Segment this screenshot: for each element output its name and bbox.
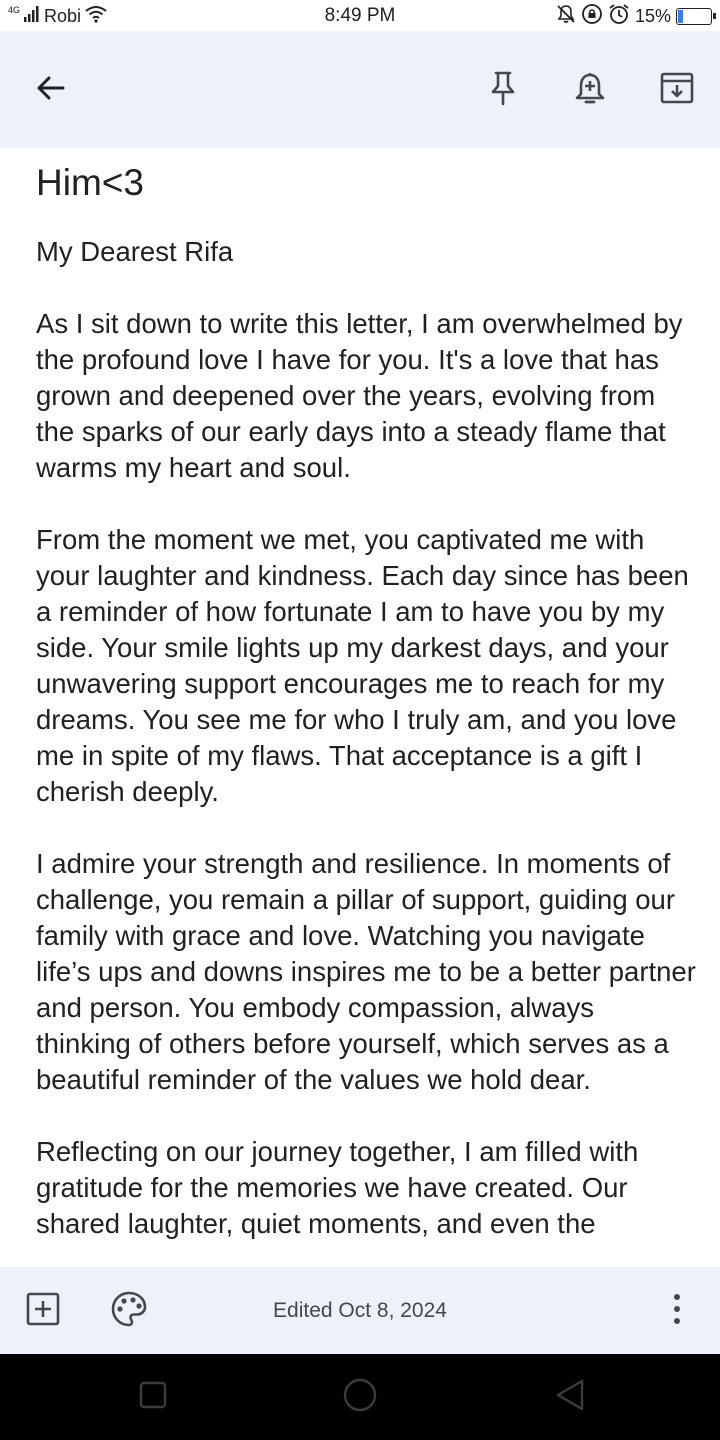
battery-percent: 15% [634,5,671,26]
more-vert-icon [672,1293,682,1330]
pin-icon [488,70,518,111]
system-back-button[interactable] [546,1373,594,1421]
back-arrow-icon [35,72,67,109]
back-triangle-icon [554,1378,586,1417]
edited-timestamp: Edited Oct 8, 2024 [273,1299,447,1322]
home-button[interactable] [336,1373,384,1421]
pin-button[interactable] [479,66,527,114]
reminder-button[interactable] [566,66,614,114]
note-title[interactable]: Him<3 [36,162,144,203]
battery-level [678,10,683,23]
note-toolbar [0,32,720,148]
back-button[interactable] [27,66,75,114]
recents-button[interactable] [129,1373,177,1421]
status-time: 8:49 PM [324,5,396,26]
alarm-icon [608,3,630,30]
carrier-name: Robi [44,5,82,26]
network-type-label: 4G [8,5,21,15]
note-bottom-bar [0,1267,720,1354]
status-bar [0,0,720,32]
archive-button[interactable] [653,66,701,114]
archive-icon [660,71,694,110]
recents-square-icon [139,1381,167,1414]
more-options-button[interactable] [653,1287,701,1335]
status-right [556,4,712,28]
rotation-lock-icon [581,3,603,30]
mute-icon [556,4,576,29]
add-reminder-icon [574,70,606,111]
battery-icon [676,8,712,25]
home-circle-icon [342,1377,378,1418]
note-editor [0,148,720,1267]
system-navigation-bar [0,1354,720,1440]
note-body[interactable]: My Dearest Rifa As I sit down to write this letter, I am overwhelmed by the profound love I have for you. It's a love that has grown and deepened over the years, evolving from the sparks of our early days into a steady flame that warms my heart and soul. From the moment we met, you captivated me with your laughter and kindness. Each day since has been a reminder of how fortunate I am to have you by my side. Your smile lights up my darkest days, and your unwavering support encourages me to reach for my dreams. You see me for who I truly am, and you love me in spite of my flaws. That acceptance is a gift I cherish deeply. I admire your strength and resilience. In moments of challenge, you remain a pillar of support, guiding our family with grace and love. Watching you navigate life’s ups and downs inspires me to be a better partner and person. You embody compassion, always thinking of others before yourself, which serves as a beautiful reminder of the values we hold dear. Reflecting on our journey together, I am filled with gratitude for the memories we have created. Our shared laughter, quiet moments, and even the [36,236,696,1239]
